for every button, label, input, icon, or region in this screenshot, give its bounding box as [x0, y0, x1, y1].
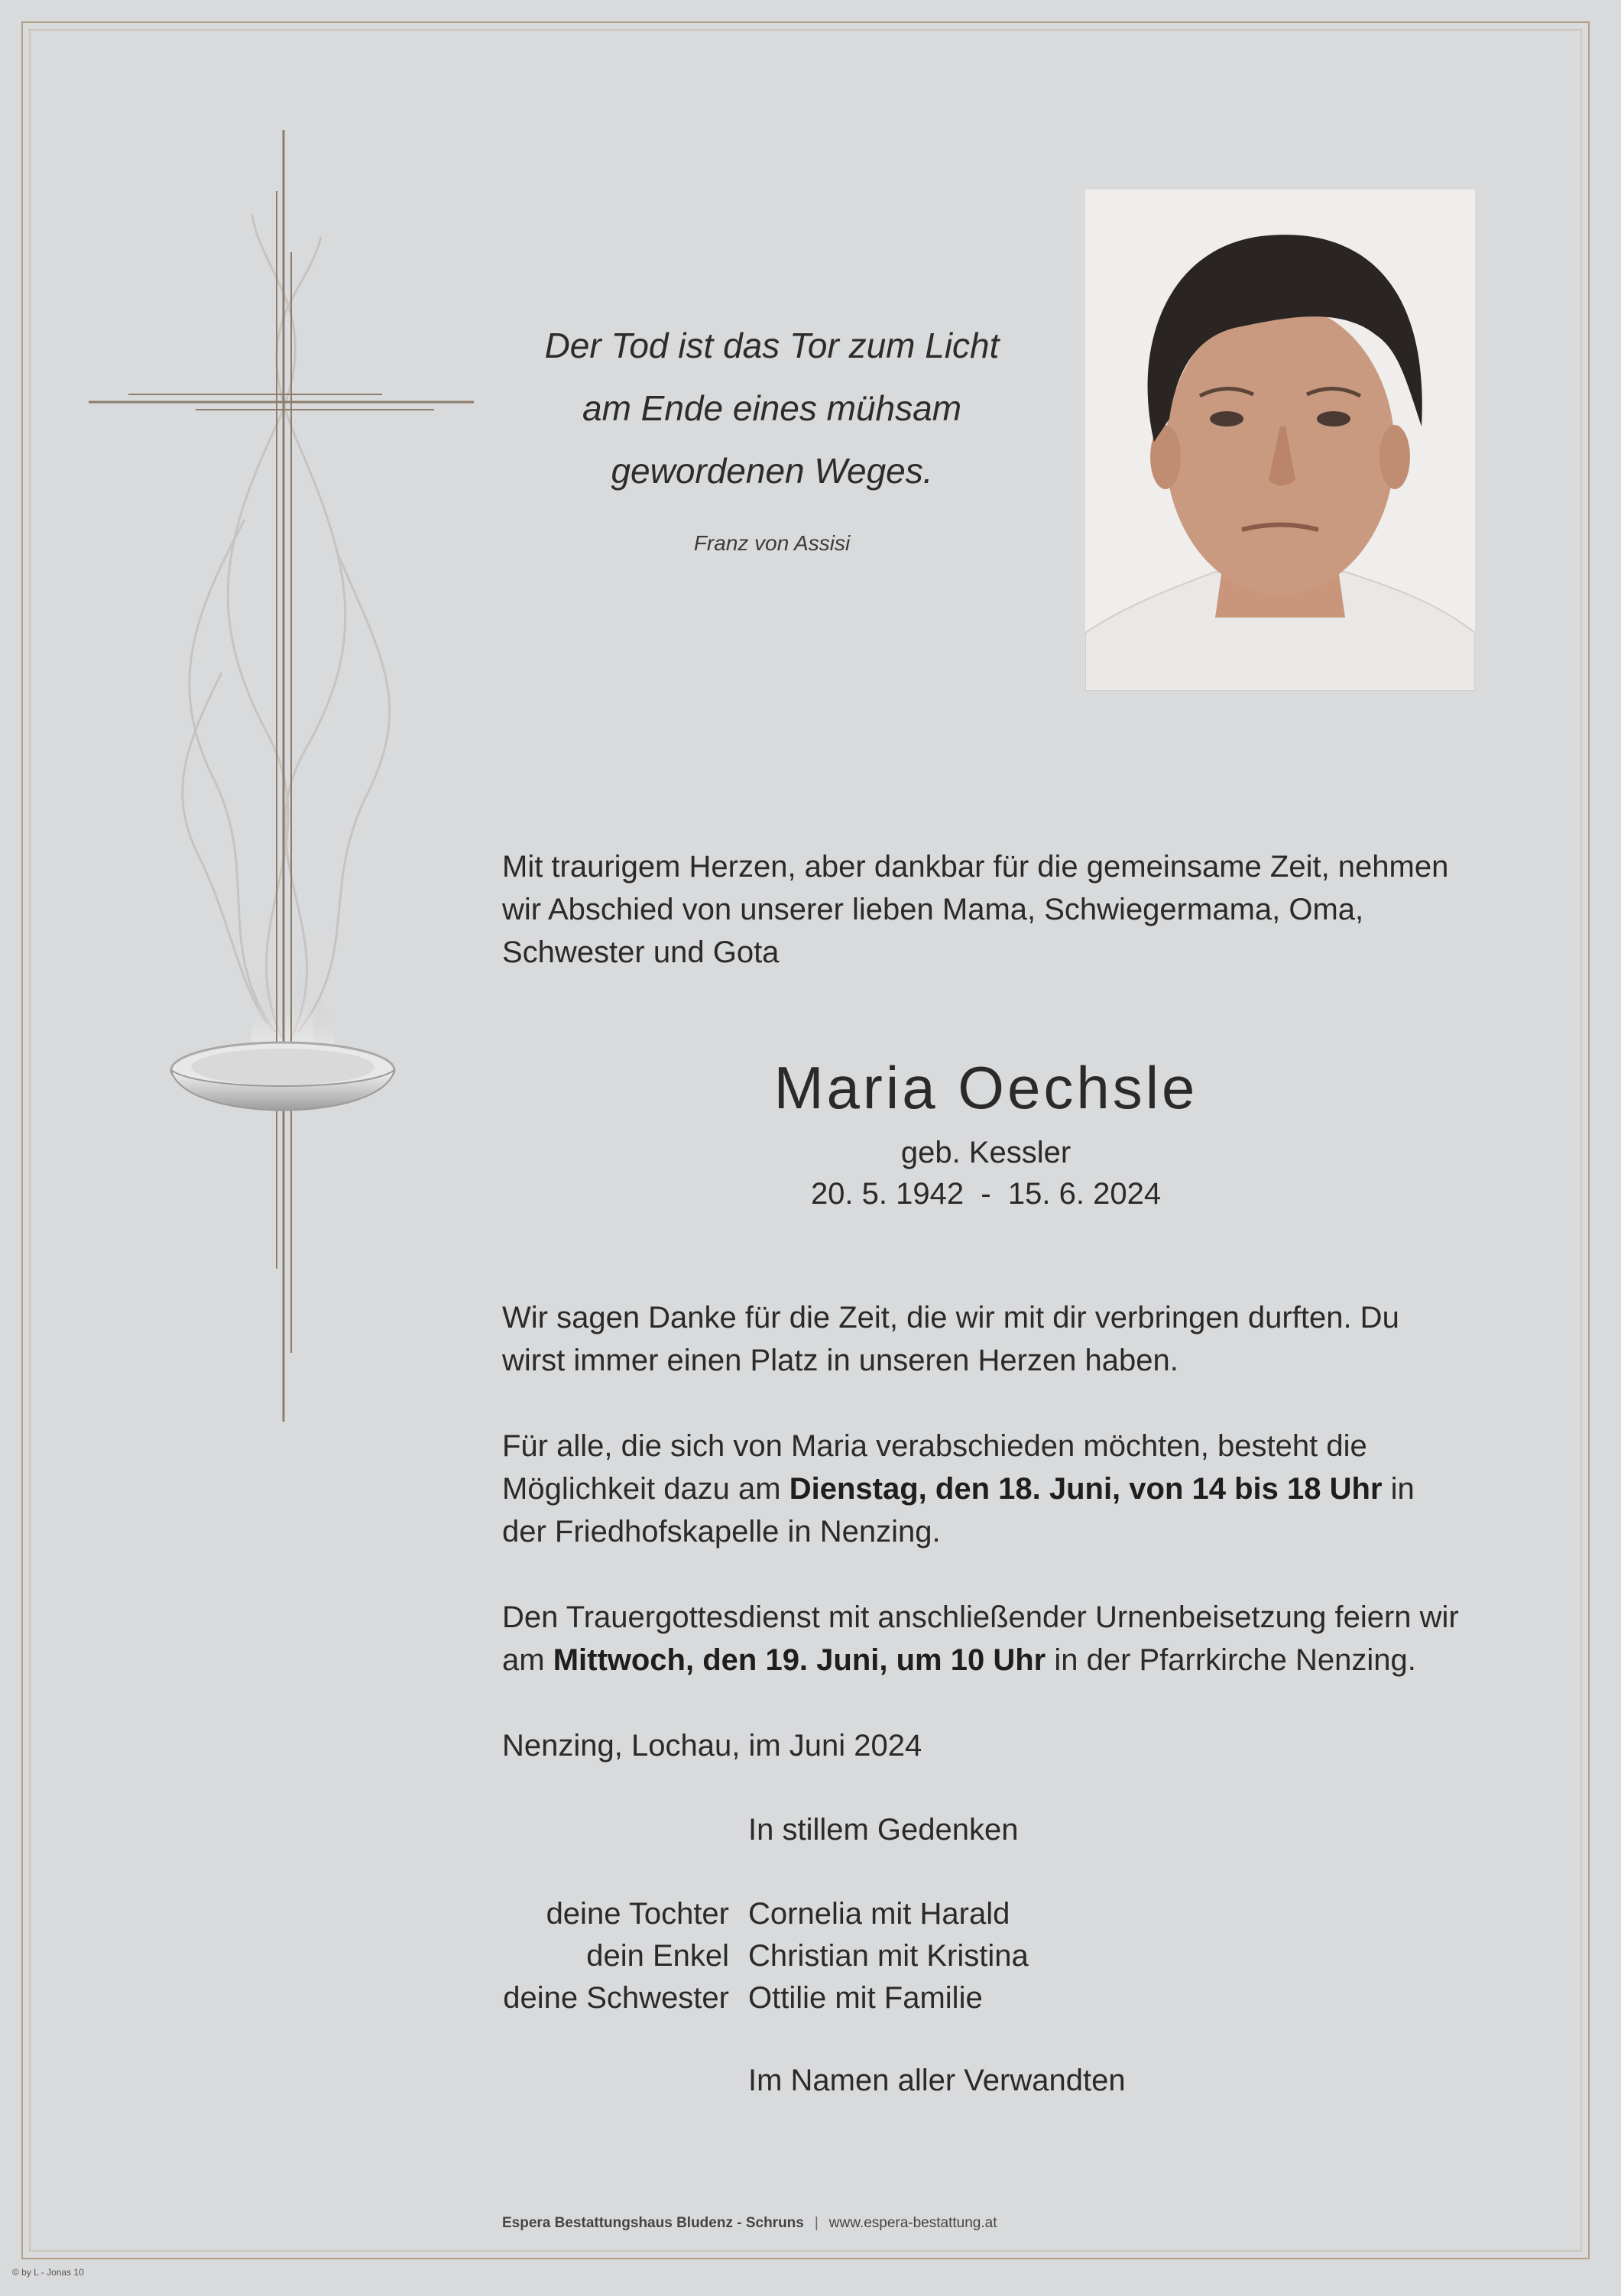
viewing-line-3: der Friedhofskapelle in Nenzing.: [502, 1515, 941, 1549]
mourner-relation-3: deine Schwester: [503, 1981, 729, 2015]
deceased-name: Maria Oechsle: [773, 1054, 1198, 1121]
service-line-2: [502, 1643, 1416, 1678]
mourner-relation-1: deine Tochter: [546, 1897, 729, 1931]
service-line-2-post: in der Pfarrkirche Nenzing.: [1046, 1643, 1416, 1677]
viewing-line-2-pre: Möglichkeit dazu am: [502, 1472, 789, 1506]
birth-name: geb. Kessler: [900, 1136, 1071, 1169]
viewing-time: Dienstag, den 18. Juni, von 14 bis 18 Uhr: [789, 1472, 1383, 1506]
life-dates: 20. 5. 1942 - 15. 6. 2024: [810, 1177, 1162, 1211]
mourner-names-1: Cornelia mit Harald: [748, 1897, 1010, 1931]
thanks-line-2: wirst immer einen Platz in unseren Herzen haben.: [502, 1344, 1178, 1377]
viewing-line-2-post: in: [1382, 1472, 1415, 1506]
quote-line-1: Der Tod ist das Tor zum Licht: [544, 326, 1000, 365]
intro-line-1: Mit traurigem Herzen, aber dankbar für die gemeinsame Zeit, nehmen: [502, 850, 1449, 884]
service-line-1: Den Trauergottesdienst mit anschließender Urnenbeisetzung feiern wir: [502, 1600, 1459, 1634]
footer-website[interactable]: www.espera-bestattung.at: [828, 2215, 997, 2231]
copyright-note: © by L - Jonas 10: [12, 2267, 84, 2278]
mourner-relation-2: dein Enkel: [586, 1939, 729, 1973]
quote-line-2: am Ende eines mühsam: [582, 388, 962, 428]
footer: [502, 2215, 997, 2232]
portrait-photo: [1085, 190, 1475, 691]
place-date: Nenzing, Lochau, im Juni 2024: [502, 1729, 922, 1763]
intro-line-3: Schwester und Gota: [502, 936, 780, 969]
viewing-line-1: Für alle, die sich von Maria verabschieden möchten, besteht die: [502, 1429, 1367, 1463]
intro-line-2: wir Abschied von unserer lieben Mama, Schwiegermama, Oma,: [502, 893, 1364, 926]
footer-separator: |: [814, 2215, 819, 2231]
footer-company: Espera Bestattungshaus Bludenz - Schruns: [502, 2215, 804, 2231]
mourner-names-2: Christian mit Kristina: [748, 1939, 1029, 1973]
thanks-line-1: Wir sagen Danke für die Zeit, die wir mit dir verbringen durften. Du: [502, 1301, 1399, 1334]
mourner-names-3: Ottilie mit Familie: [748, 1981, 983, 2015]
closing-text: In stillem Gedenken: [748, 1813, 1019, 1847]
quote-author: Franz von Assisi: [693, 531, 851, 555]
service-line-2-pre: am: [502, 1643, 553, 1677]
quote-line-3: gewordenen Weges.: [611, 451, 933, 491]
service-time: Mittwoch, den 19. Juni, um 10 Uhr: [553, 1643, 1046, 1677]
family-note: Im Namen aller Verwandten: [748, 2064, 1126, 2097]
cross-with-flame-bowl-icon: [76, 122, 489, 1437]
viewing-line-2: [502, 1472, 1415, 1506]
portrait-image: [1085, 190, 1475, 691]
